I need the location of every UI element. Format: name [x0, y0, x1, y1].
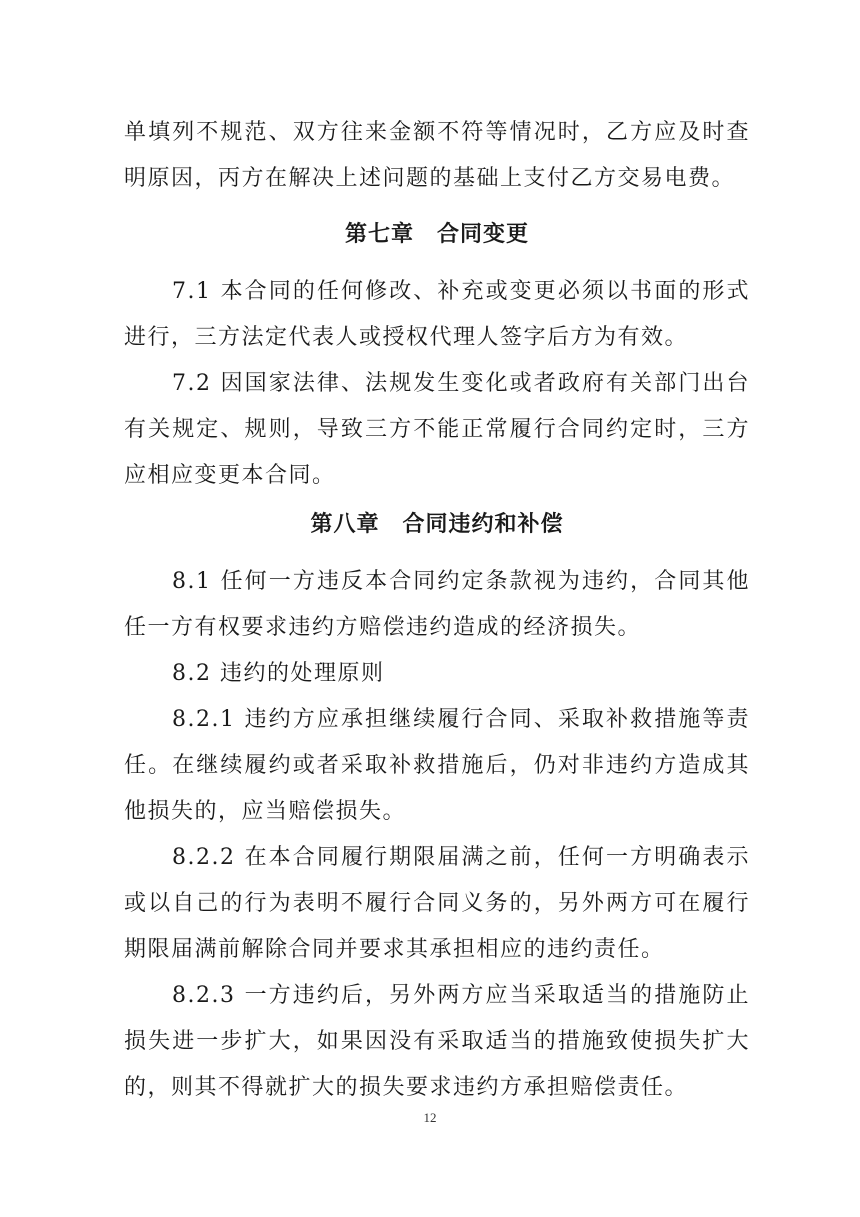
- paragraph-8-2-2: 8.2.2 在本合同履行期限届满之前，任何一方明确表示或以自己的行为表明不履行合同义务的，另外两方可在履行期限届满前解除合同并要求其承担相应的违约责任。: [124, 845, 750, 962]
- paragraph-intro: 单填列不规范、双方往来金额不符等情况时，乙方应及时查明原因，丙方在解决上述问题的基础上支付乙方交易电费。: [124, 120, 750, 191]
- paragraph-7-1: 7.1 本合同的任何修改、补充或变更必须以书面的形式进行，三方法定代表人或授权代理人签字后方为有效。: [124, 279, 750, 350]
- page-number: 12: [423, 1110, 437, 1125]
- paragraph-8-2-3: 8.2.3 一方违约后，另外两方应当采取适当的措施防止损失进一步扩大，如果因没有采取适当的措施致使损失扩大的，则其不得就扩大的损失要求违约方承担赔偿责任。: [124, 983, 750, 1100]
- chapter-7-heading: 第七章 合同变更: [344, 222, 529, 247]
- paragraph-8-2-1: 8.2.1 违约方应承担继续履行合同、采取补救措施等责任。在继续履约或者采取补救措施后，仍对非违约方造成其他损失的，应当赔偿损失。: [124, 707, 750, 824]
- paragraph-7-2: 7.2 因国家法律、法规发生变化或者政府有关部门出台有关规定、规则，导致三方不能正常履行合同约定时，三方应相应变更本合同。: [124, 371, 750, 488]
- paragraph-8-1: 8.1 任何一方违反本合同约定条款视为违约，合同其他任一方有权要求违约方赔偿违约造成的经济损失。: [124, 569, 750, 640]
- paragraph-8-2: 8.2 违约的处理原则: [172, 661, 385, 686]
- chapter-8-heading: 第八章 合同违约和补偿: [310, 512, 564, 537]
